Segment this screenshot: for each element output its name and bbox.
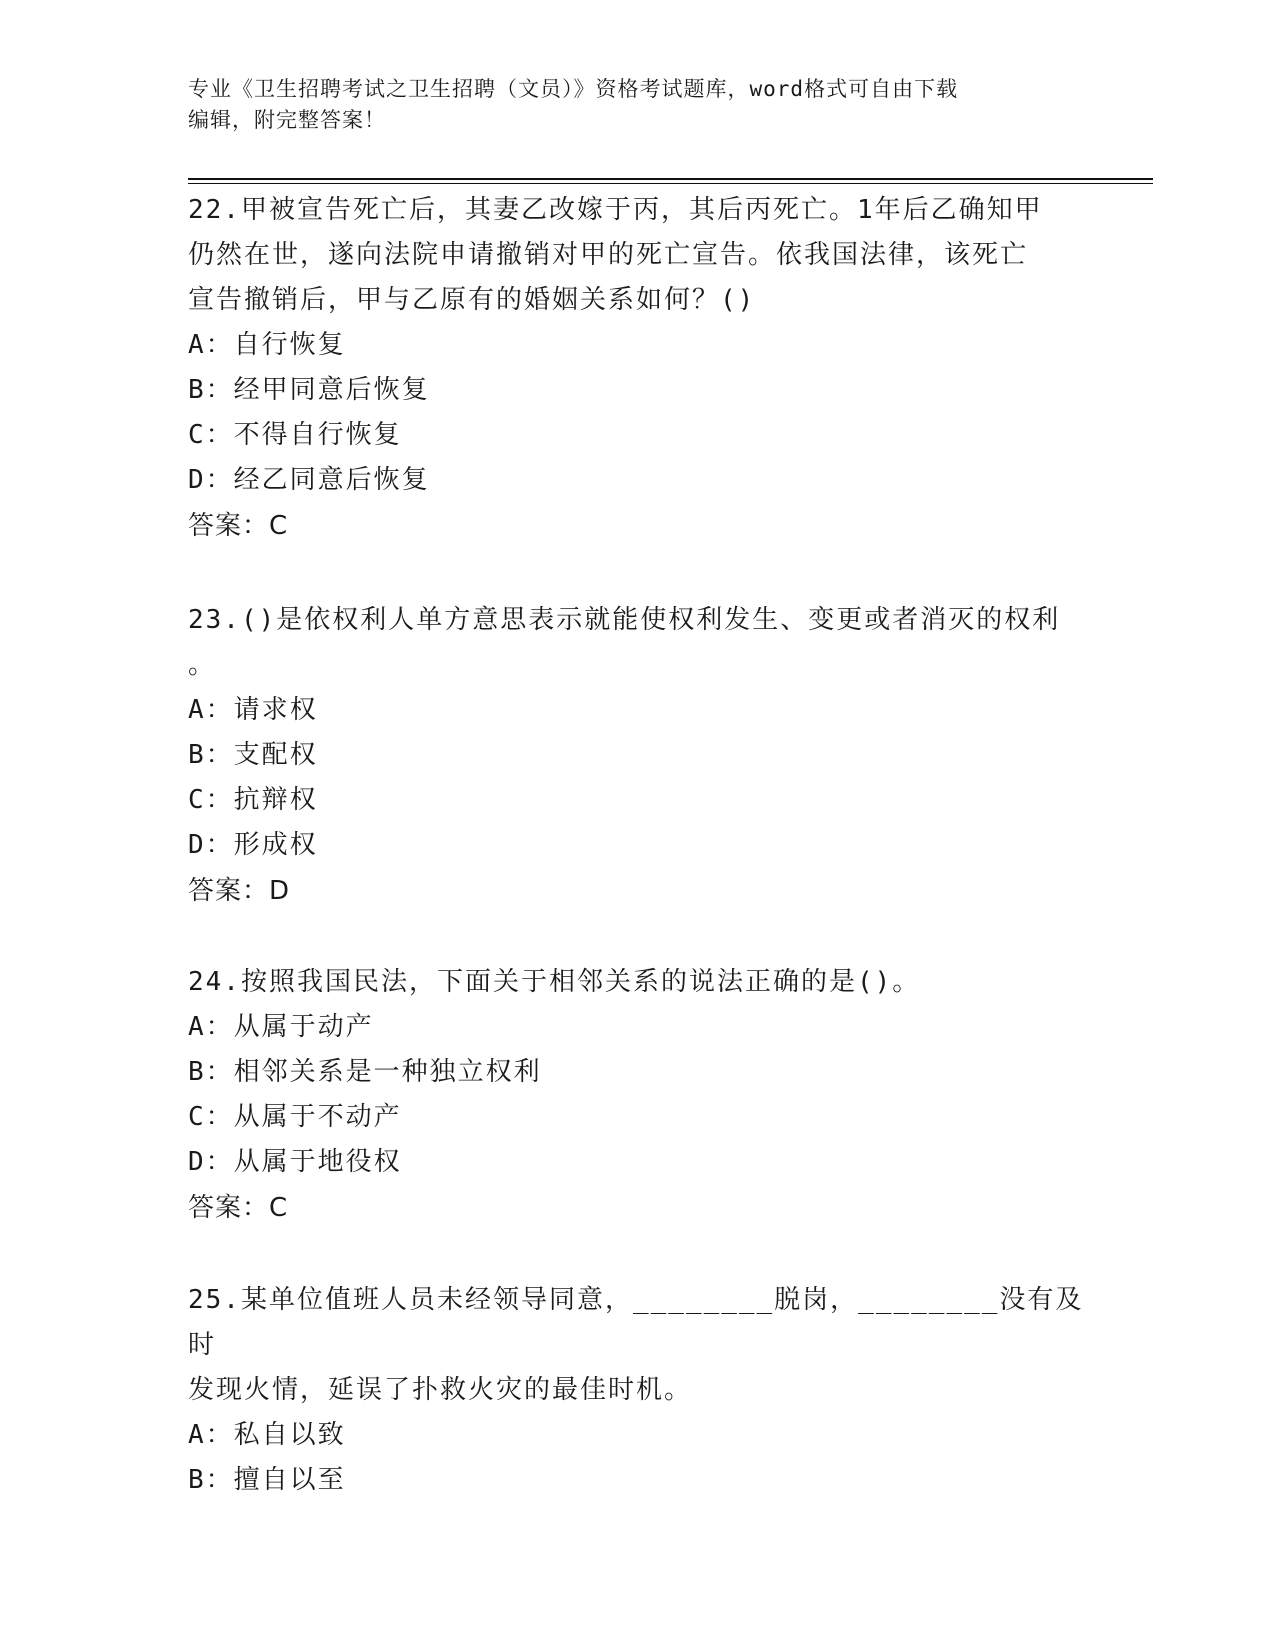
option-c: C：从属于不动产	[188, 1102, 402, 1132]
option-a: A：私自以致	[188, 1420, 346, 1450]
header-line-1: 专业《卫生招聘考试之卫生招聘（文员）》资格考试题库，word格式可自由下载	[188, 77, 959, 101]
document-header	[188, 74, 1088, 136]
question-stem-line: 仍然在世，遂向法院申请撤销对甲的死亡宣告。依我国法律，该死亡	[188, 240, 1029, 270]
question-22	[188, 188, 1088, 549]
option-c: C：不得自行恢复	[188, 420, 402, 450]
option-d: D：经乙同意后恢复	[188, 465, 430, 495]
option-b: B：相邻关系是一种独立权利	[188, 1057, 542, 1087]
answer: 答案：D	[188, 876, 291, 906]
question-25	[188, 1278, 1088, 1503]
question-stem-line: 宣告撤销后，甲与乙原有的婚姻关系如何？()	[188, 285, 756, 315]
question-stem-line: 24.按照我国民法，下面关于相邻关系的说法正确的是()。	[188, 967, 921, 997]
option-b: B：经甲同意后恢复	[188, 375, 430, 405]
header-line-2: 编辑，附完整答案！	[188, 108, 386, 132]
header-divider-thin	[188, 183, 1153, 184]
option-b: B：擅自以至	[188, 1465, 346, 1495]
question-stem-line: 发现火情，延误了扑救火灾的最佳时机。	[188, 1375, 693, 1405]
option-a: A：自行恢复	[188, 330, 346, 360]
option-d: D：从属于地役权	[188, 1147, 402, 1177]
option-d: D：形成权	[188, 830, 318, 860]
question-23	[188, 598, 1088, 914]
option-c: C：抗辩权	[188, 785, 318, 815]
option-a: A：从属于动产	[188, 1012, 374, 1042]
question-stem-line: 23.()是依权利人单方意思表示就能使权利发生、变更或者消灭的权利	[188, 605, 1061, 635]
answer: 答案：C	[188, 1193, 289, 1223]
option-a: A：请求权	[188, 695, 318, 725]
answer: 答案：C	[188, 511, 289, 541]
question-24	[188, 960, 1088, 1231]
header-divider	[188, 178, 1153, 180]
question-stem-line: 。	[188, 650, 217, 680]
option-b: B：支配权	[188, 740, 318, 770]
question-stem-line: 25.某单位值班人员未经领导同意，________脱岗，________没有及时	[188, 1285, 1084, 1360]
question-stem-line: 22.甲被宣告死亡后，其妻乙改嫁于丙，其后丙死亡。1年后乙确知甲	[188, 195, 1043, 225]
